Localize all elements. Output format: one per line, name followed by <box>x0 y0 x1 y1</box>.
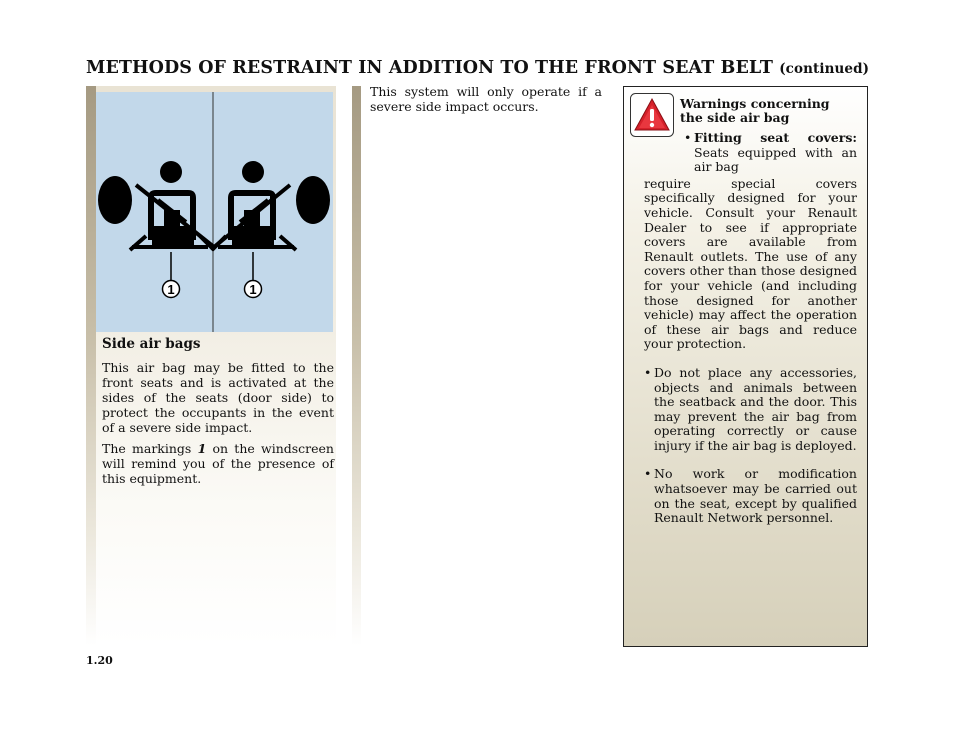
section-heading: Side air bags <box>102 336 201 352</box>
markings-text-start: The markings <box>102 441 198 456</box>
paragraph-operation: This system will only operate if a severe side impact occurs. <box>370 84 602 114</box>
warning-title: Warnings concerning the side air bag <box>680 96 830 125</box>
side-airbag-seat-icon <box>96 92 333 332</box>
page-title-text: METHODS OF RESTRAINT IN ADDITION TO THE FRONT SEAT BELT <box>86 58 773 78</box>
bullet-modification: • No work or modification whatsoever may be carried out on the seat, except by qualified Renault Network personnel. <box>644 467 857 525</box>
seat-icon-right <box>212 161 330 250</box>
marker-number: 1 <box>197 441 207 456</box>
page-number: 1.20 <box>86 654 113 667</box>
paragraph-side-airbags: This air bag may be fitted to the front seats and is activated at the sides of the seats (door side) to protect the occupants in the event of a severe side impact. <box>102 360 334 435</box>
seat-icon-left <box>98 161 214 250</box>
callout-label-left: 1 <box>167 282 175 297</box>
markings-text-end: on the windscreen will remind you of the presence of this equipment. <box>102 441 334 486</box>
continued-label: (continued) <box>779 61 870 77</box>
bullet-seat-covers-label: Fitting seat covers: <box>694 130 857 145</box>
callout-label-right: 1 <box>249 282 257 297</box>
page-title <box>86 58 886 78</box>
bullet-seat-covers-start: Seats equipped with an air bag <box>694 144 857 175</box>
bullet-seat-covers <box>684 131 857 175</box>
bullet-seat-covers-text: require special covers specifically designed for your vehicle. Consult your Renault Dealer to see if appropriate covers are available from Renault outlets. The use of any covers other than those designed for your vehicle (and including those designed for another vehicle) may affect the operation of these air bags and reduce your protection. <box>644 175 857 352</box>
warning-body <box>644 131 857 540</box>
bullet-accessories: • Do not place any accessories, objects and animals between the seatback and the door. This may prevent the air bag from operating correctly or cause injury if the air bag is deployed. <box>644 366 857 454</box>
warning-box <box>623 86 868 647</box>
paragraph-markings <box>102 441 334 486</box>
side-airbag-illustration <box>96 92 333 332</box>
left-column-bar <box>86 86 96 646</box>
middle-column-bar <box>352 86 361 646</box>
left-column-text <box>102 336 334 492</box>
